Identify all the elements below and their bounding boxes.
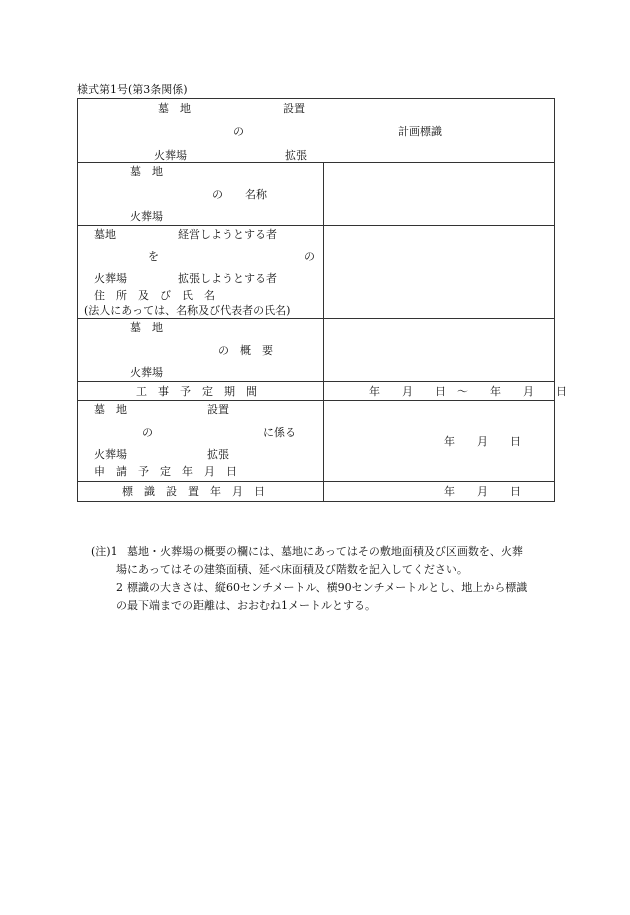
application-cemetery: 墓 地 [94, 403, 127, 416]
note-2-mark: 2 [116, 581, 123, 594]
operator-manage: 経営しようとする者 [178, 228, 277, 241]
row-divider [77, 400, 555, 401]
application-establish: 設置 [207, 403, 229, 416]
application-date-value: 年 月 日 [444, 435, 521, 448]
operator-cemetery: 墓地 [94, 228, 116, 241]
form-label: 様式第1号(第3条関係) [77, 83, 188, 96]
name-row-cemetery: 墓 地 [130, 165, 163, 178]
period-value: 年 月 日 ～ 年 月 日 [369, 385, 567, 398]
row-divider [77, 381, 555, 382]
sign-date-value: 年 月 日 [444, 485, 521, 498]
application-crematorium: 火葬場 [94, 448, 127, 461]
note-2-line-1: 標識の大きさは、縦60センチメートル、横90センチメートルとし、地上から標識 [127, 581, 528, 594]
operator-address-name: 住 所 及 び 氏 名 [94, 289, 215, 302]
row-divider [77, 162, 555, 163]
title-expand: 拡張 [285, 149, 307, 162]
application-date-label: 申 請 予 定 年 月 日 [94, 465, 237, 478]
overview-crematorium: 火葬場 [130, 366, 163, 379]
note-2-line-2: の最下端までの距離は、おおむね1メートルとする。 [116, 599, 376, 612]
operator-corporation-note: (法人にあっては、名称及び代表者の氏名) [84, 304, 291, 317]
application-related: に係る [263, 426, 296, 439]
operator-particle-wo: を [148, 250, 159, 263]
column-divider [323, 162, 324, 502]
operator-crematorium: 火葬場 [94, 272, 127, 285]
title-plan-sign: 計画標識 [398, 125, 442, 138]
title-crematorium: 火葬場 [154, 149, 187, 162]
title-cemetery: 墓 地 [158, 102, 191, 115]
sign-date-label: 標 識 設 置 年 月 日 [122, 485, 265, 498]
overview-outline: の 概 要 [218, 344, 273, 357]
application-particle: の [142, 426, 153, 439]
row-divider [77, 225, 555, 226]
operator-expand: 拡張しようとする者 [178, 272, 277, 285]
note-1-mark: (注)1 [91, 545, 118, 558]
title-particle: の [233, 125, 244, 138]
application-expand: 拡張 [207, 448, 229, 461]
note-1-line-1: 墓地・火葬場の概要の欄には、墓地にあってはその敷地面積及び区画数を、火葬 [127, 545, 523, 558]
overview-cemetery: 墓 地 [130, 321, 163, 334]
row-divider [77, 481, 555, 482]
name-row-name: の 名称 [212, 188, 267, 201]
name-row-crematorium: 火葬場 [130, 210, 163, 223]
period-label: 工 事 予 定 期 間 [136, 385, 257, 398]
note-1-line-2: 場にあってはその建築面積、延べ床面積及び階数を記入してください。 [116, 563, 468, 576]
row-divider [77, 318, 555, 319]
operator-particle-no: の [304, 250, 315, 263]
title-establish: 設置 [283, 102, 305, 115]
